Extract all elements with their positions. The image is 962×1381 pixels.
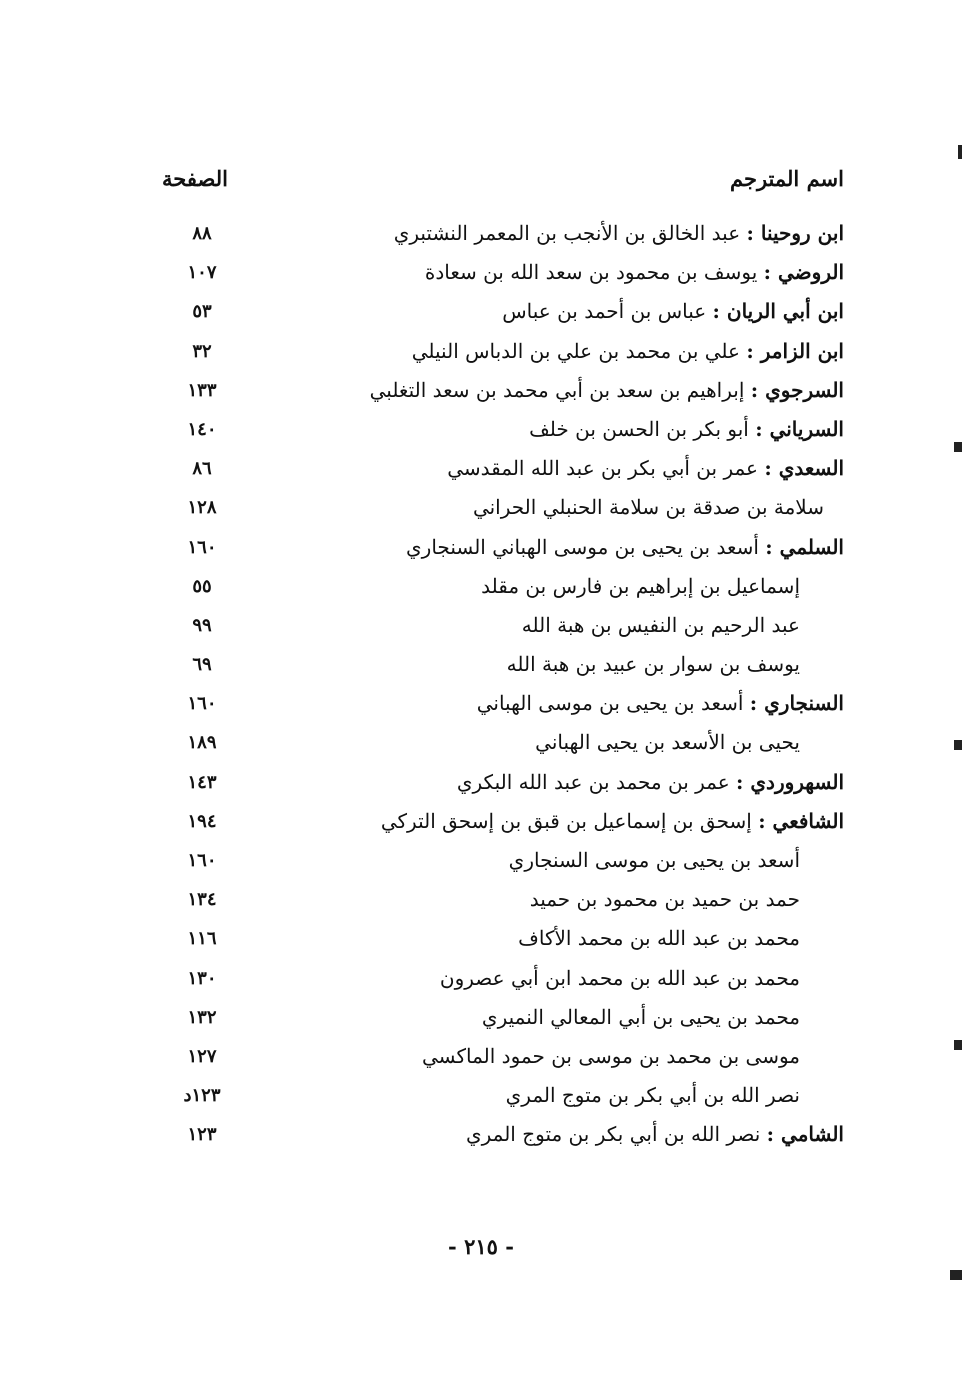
- entry-name: [477, 684, 844, 723]
- entry-page-number: ١٣٤: [187, 889, 217, 911]
- entry-text: محمد بن عبد الله بن محمد ابن أبي عصرون: [439, 965, 800, 990]
- index-entry: [150, 567, 844, 606]
- header-page-column: الصفحة: [162, 166, 228, 191]
- entry-text: أسعد بن يحيى بن موسى الهباني السنجاري: [406, 534, 766, 559]
- index-entry: [150, 528, 844, 567]
- entry-text: علي بن محمد بن علي بن الدباس النيلي: [411, 338, 747, 363]
- entry-text: يحيى بن الأسعد بن يحيى الهباني: [535, 730, 800, 755]
- index-entry: [150, 332, 844, 371]
- entry-name: [502, 292, 844, 331]
- entry-key: السهروردي :: [736, 769, 844, 794]
- entry-page-number: ١٣٠: [187, 967, 217, 989]
- entry-key: ابن روحينا :: [746, 221, 844, 245]
- entry-page-number: ١٦٠: [187, 693, 217, 715]
- entry-key: السرجوي :: [750, 377, 844, 402]
- entry-text: عمر بن أبي بكر بن عبد الله المقدسي: [447, 456, 765, 481]
- entry-text: محمد بن يحيى بن أبي المعالي النميري: [481, 1004, 800, 1029]
- entry-key: الشامي :: [766, 1122, 844, 1147]
- entry-page-number: ١٢٧: [187, 1045, 217, 1067]
- entry-text: عبد الخالق بن الأنجب بن المعمر النشتبري: [393, 221, 747, 245]
- entry-name: [482, 998, 800, 1037]
- entry-key: ابن الزامر :: [746, 338, 844, 363]
- entry-page-number: ١٤٣: [187, 771, 217, 793]
- entry-text: أبو بكر بن الحسن بن خلف: [529, 416, 756, 441]
- entry-text: عبد الرحيم بن النفيس بن هبة الله: [521, 612, 800, 637]
- entry-text: أسعد بن يحيى بن موسى السنجاري: [508, 848, 800, 872]
- entry-page-number: ١٢٣: [187, 1124, 217, 1146]
- index-entry: [150, 606, 844, 645]
- index-entry: [150, 1115, 844, 1154]
- entry-page-number: ١٣٣: [187, 379, 217, 401]
- index-entry: [150, 1076, 844, 1115]
- entry-page-number: ١٤٠: [187, 418, 217, 440]
- entry-key: السعدي :: [764, 456, 844, 481]
- index-entry: [150, 253, 844, 292]
- entry-page-number: ١٨٩: [187, 732, 217, 754]
- entry-key: الشافعي :: [758, 808, 844, 833]
- index-entry: [150, 449, 844, 488]
- entry-name: [506, 1076, 800, 1115]
- index-entry: [150, 214, 844, 253]
- entry-page-number: ٨٨: [192, 223, 212, 244]
- index-entry: [150, 802, 844, 841]
- entry-name: [422, 1037, 800, 1076]
- entry-text: نصر الله بن أبي بكر بن متوج المري: [505, 1083, 800, 1108]
- index-entry: [150, 488, 844, 527]
- entry-text: موسى بن محمد بن موسى بن حمود الماكسي: [421, 1043, 800, 1068]
- entry-name: [412, 332, 844, 371]
- index-entry: [150, 763, 844, 802]
- edge-mark: [954, 1040, 962, 1050]
- edge-mark: [954, 740, 962, 750]
- entry-name: [509, 841, 800, 880]
- index-entry: [150, 1037, 844, 1076]
- entry-name: [481, 567, 800, 606]
- entry-name: [518, 919, 800, 958]
- index-entry: [150, 684, 844, 723]
- entry-page-number: ١٣٢: [187, 1006, 217, 1028]
- entry-name: [394, 214, 844, 253]
- entry-page-number: ٣٢: [192, 340, 212, 362]
- index-entry: [150, 371, 844, 410]
- edge-mark: [950, 1270, 962, 1280]
- edge-mark: [954, 442, 962, 452]
- entry-key: السلمي :: [765, 534, 844, 559]
- index-entry: [150, 998, 844, 1037]
- entry-text: إسحق بن إسماعيل بن قبق بن إسحق التركي: [380, 808, 759, 833]
- entry-text: يوسف بن محمود بن سعد الله بن سعادة: [424, 260, 764, 285]
- entry-page-number: ١٢٣د: [183, 1085, 221, 1107]
- entry-name: [440, 959, 800, 998]
- entry-name: [370, 371, 844, 410]
- entry-text: أسعد بن يحيى بن موسى الهباني: [476, 691, 750, 716]
- entry-key: السرياني :: [755, 416, 844, 441]
- index-entry: [150, 410, 844, 449]
- entry-page-number: ٥٣: [192, 301, 212, 323]
- index-entry: [150, 723, 844, 762]
- index-entry: [150, 919, 844, 958]
- entry-page-number: ١١٦: [187, 928, 217, 950]
- entry-page-number: ٩٩: [192, 614, 212, 636]
- entry-key: ابن أبي الريان :: [712, 299, 844, 324]
- index-entry: [150, 841, 844, 880]
- entry-key: الروضي :: [763, 260, 844, 285]
- entry-name: [530, 880, 800, 919]
- entry-text: إبراهيم بن سعد بن أبي محمد بن سعد التغلبي: [369, 377, 751, 402]
- edge-mark: [958, 145, 962, 159]
- index-entry: [150, 292, 844, 331]
- entry-page-number: ٦٩: [192, 654, 212, 676]
- entry-name: [457, 763, 844, 802]
- entry-text: إسماعيل بن إبراهيم بن فارس بن مقلد: [481, 573, 800, 598]
- entry-page-number: ١٢٨: [187, 497, 217, 519]
- index-entry: [150, 959, 844, 998]
- entry-page-number: ٥٥: [192, 575, 212, 597]
- table-header: [150, 166, 844, 202]
- entry-page-number: ١٦٠: [187, 536, 217, 558]
- entry-name: [381, 802, 844, 841]
- entry-key: السنجاري :: [749, 691, 844, 716]
- entry-text: حمد بن حميد بن محمود بن حميد: [529, 887, 800, 912]
- entry-text: عمر بن محمد بن عبد الله البكري: [456, 769, 737, 794]
- entry-page-number: ٨٦: [192, 458, 212, 480]
- entry-name: [522, 606, 800, 645]
- page-number: - ٢١٥ -: [448, 1234, 514, 1259]
- index-entry: [150, 880, 844, 919]
- header-name-column: اسم المترجم: [730, 166, 844, 191]
- entry-name: [529, 410, 844, 449]
- index-entry: [150, 645, 844, 684]
- entry-text: يوسف بن سوار بن عبيد بن هبة الله: [506, 652, 800, 677]
- index-entries: [150, 214, 844, 1155]
- entry-text: نصر الله بن أبي بكر بن متوج المري: [465, 1122, 767, 1147]
- entry-text: سلامة بن صدقة بن سلامة الحنبلي الحراني: [472, 495, 824, 520]
- entry-name: [507, 645, 800, 684]
- entry-text: محمد بن عبد الله بن محمد الأكاف: [518, 926, 800, 951]
- entry-page-number: ١٦٠: [187, 850, 217, 871]
- entry-page-number: ١٠٧: [187, 262, 217, 284]
- entry-name: [473, 488, 824, 527]
- entry-name: [466, 1115, 844, 1154]
- entry-name: [447, 449, 844, 488]
- entry-name: [425, 253, 844, 292]
- entry-name: [535, 723, 800, 762]
- entry-name: [406, 528, 844, 567]
- entry-text: عباس بن أحمد بن عباس: [502, 299, 713, 324]
- entry-page-number: ١٩٤: [187, 810, 217, 832]
